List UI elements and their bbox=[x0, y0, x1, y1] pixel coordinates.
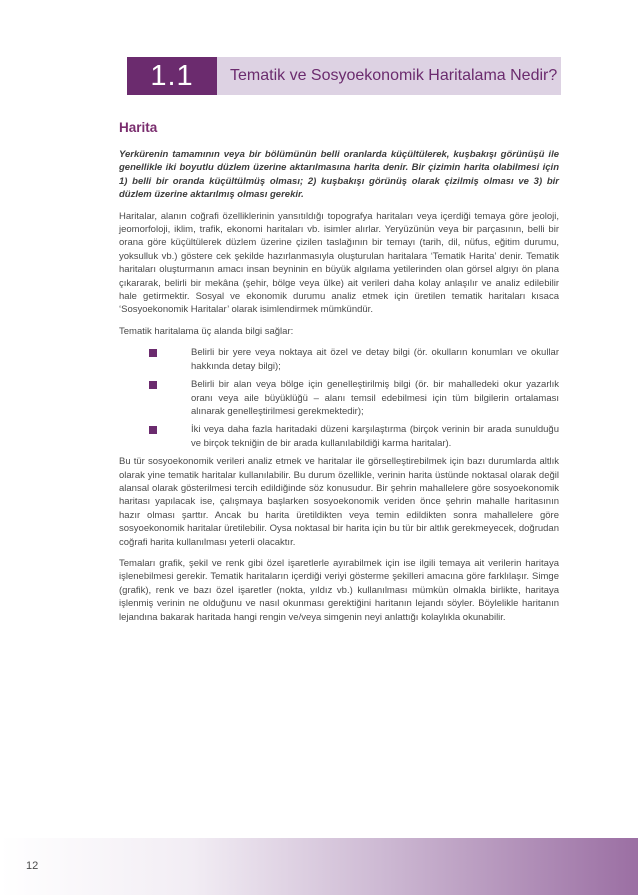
footer-band bbox=[0, 838, 638, 895]
bullet-list bbox=[119, 346, 559, 450]
paragraph-4: Temaları grafik, şekil ve renk gibi özel işaretlerle ayırabilmek için ise ilgili temaya ait verilerin haritaya işlenebilmesi gerekir. Tematik haritaların içerdiği veriyi gösterme şekilleri amacına göre farklılaşır. Simge (grafik), renk ve bazı özel işaretler (nokta, yıldız vb.) kullanılması mümkün olmakla birlikte, haritaya işlenmiş verinin ne olduğunu ve nasıl okunması gerektiğini haritanın lejandı söyler. Böylelikle haritanın lejandına bakarak haritada hangi rengin ve/veya simgenin neyi anlattığı kolaylıkla okunabilir. bbox=[119, 557, 559, 623]
square-bullet-icon bbox=[149, 349, 157, 357]
section-number: 1.1 bbox=[127, 57, 217, 95]
bullet-text: Belirli bir alan veya bölge için genelleştirilmiş bilgi (ör. bir mahalledeki okur yazarlık oranı veya aile büyüklüğü – alanı temsil edebilmesi için tüm bilgilerin ortalaması alınarak genelleştirilmesi gerekmektedir); bbox=[191, 379, 559, 417]
paragraph-1: Haritalar, alanın coğrafi özelliklerinin yansıtıldığı topografya haritaları veya içerdiği temaya göre jeoloji, jeomorfoloji, iklim, trafik, ekonomi haritaları vb. isimler alırlar. Yeryüzünün veya bir parçasının, belli bir orana göre küçültülerek düzlem üzerine çizilen taslağının bir temayı (tarih, dil, nüfus, eğitim durumu, yoksulluk vb.) göstere cek şekilde hazırlanmasıyla oluşturulan haritalara ‘Tematik Harita’ denir. Tematik haritaları oluşturmanın amacı insan beyninin en büyük algılama yetilerinden olan görsel algıyı ön plana çıkararak, belirli bir mekâna (şehir, bölge veya ülke) ait verileri daha kolay anlaşılır ve analiz edilebilir hale getirmektir. Sosyal ve ekonomik durumu analiz etmek için üretilen tematik haritaları kısaca ‘Sosyoekonomik Haritalar’ olarak isimlendirmek mümkündür. bbox=[119, 210, 559, 316]
square-bullet-icon bbox=[149, 426, 157, 434]
bullet-item bbox=[149, 378, 559, 418]
bullet-text: İki veya daha fazla haritadaki düzeni karşılaştırma (birçok verinin bir arada sunulduğu ve birçok tekniğin de bir arada kullanılabildiği karma haritalar). bbox=[191, 424, 559, 449]
square-bullet-icon bbox=[149, 381, 157, 389]
paragraph-3: Bu tür sosyoekonomik verileri analiz etmek ve haritalar ile görselleştirebilmek için bazı durumlarda altlık olarak yine tematik haritalar kullanılabilir. Bu durum özellikle, verinin harita üstünde noktasal olarak değil alansal olarak gösterilmesi tercih edildiğinde söz konusudur. Bir şehrin mahallelere göre sosyoekonomik haritası yapılacak ise, çalışmaya başlarken sosyoekonomik veriden önce şehrin mahalle haritasının hazır olması şarttır. Ancak bu harita üretildikten veya temin edildikten sonra mahallelere göre sosyoekonomik haritalar üretilebilir. Oysa noktasal bir harita için bu tür bir altlık gerekmeyecek, doğrudan coğrafi harita kullanılması yeterli olacaktır. bbox=[119, 456, 559, 548]
bullet-item bbox=[149, 346, 559, 373]
subsection-title: Harita bbox=[119, 120, 158, 135]
bullet-item bbox=[149, 423, 559, 450]
page-content bbox=[119, 120, 559, 632]
page-number: 12 bbox=[26, 860, 39, 872]
section-header bbox=[127, 57, 561, 95]
intro-paragraph: Yerkürenin tamamının veya bir bölümünün belli oranlarda küçültülerek, kuşbakışı görünüşü ile genellikle iki boyutlu düzlem üzerine aktarılmasına harita denir. Bir çizimin harita olabilmesi için 1) belli bir oranda küçültülmüş olması; 2) kuşbakışı görünüş olarak çizilmiş olması ve 3) bir düzlem üzerine aktarılmış olması gerekir. bbox=[119, 149, 559, 201]
bullet-text: Belirli bir yere veya noktaya ait özel ve detay bilgi (ör. okulların konumları ve okullar hakkında detay bilgi); bbox=[191, 347, 559, 372]
section-header-title: Tematik ve Sosyoekonomik Haritalama Nedir? bbox=[230, 67, 558, 84]
paragraph-2: Tematik haritalama üç alanda bilgi sağlar: bbox=[119, 325, 294, 337]
